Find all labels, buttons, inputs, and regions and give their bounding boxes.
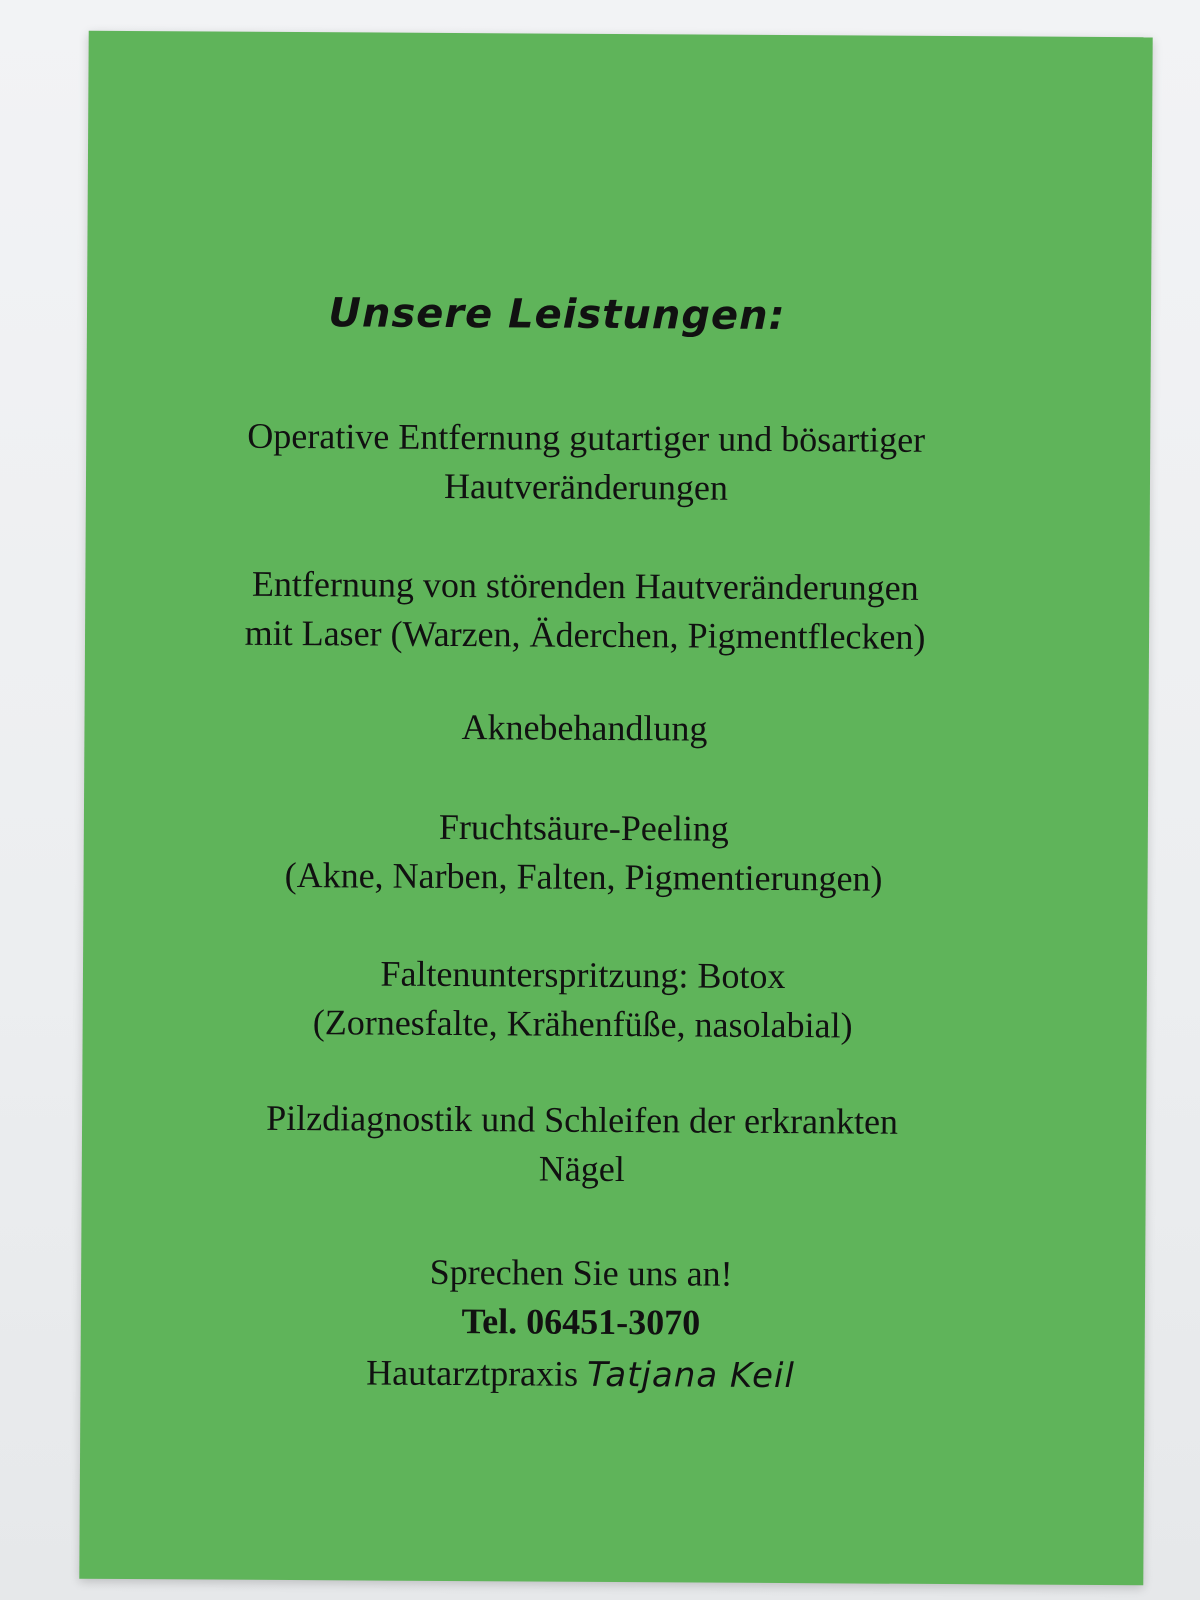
service-item-acne [84, 701, 1084, 756]
practice-line [80, 1347, 1080, 1403]
service-line: (Zornesfalte, Krähenfüße, nasolabial) [312, 1002, 853, 1046]
service-line: mit Laser (Warzen, Äderchen, Pigmentflecken) [244, 612, 926, 657]
service-line: Operative Entfernung gutartiger und bösartiger [247, 415, 926, 460]
service-line: Fruchtsäure-Peeling [438, 806, 729, 849]
service-item-nails [82, 1093, 1083, 1197]
service-item-laser [85, 559, 1086, 663]
service-item-botox [83, 948, 1084, 1052]
green-flyer-sheet [79, 31, 1152, 1585]
service-item-surgery [86, 411, 1087, 515]
flyer-title: Unsere Leistungen: [328, 290, 786, 340]
service-line: Nägel [538, 1148, 625, 1190]
service-line: Hautveränderungen [443, 465, 729, 508]
service-line: Entfernung von störenden Hautveränderungen [251, 563, 919, 608]
call-to-action: Sprechen Sie uns an! [429, 1251, 733, 1294]
phone-number: Tel. 06451-3070 [461, 1301, 701, 1343]
service-line: Aknebehandlung [461, 707, 708, 749]
service-line: Pilzdiagnostik und Schleifen der erkrankten [266, 1097, 899, 1142]
service-line: Faltenunterspritzung: Botox [380, 953, 786, 997]
service-item-peeling [83, 801, 1084, 905]
contact-block [80, 1246, 1081, 1403]
service-line: (Akne, Narben, Falten, Pigmentierungen) [284, 854, 883, 899]
practice-label: Hautarztpraxis [366, 1352, 579, 1394]
doctor-name: Tatjana Keil [586, 1354, 795, 1397]
flyer-content [79, 31, 1152, 1585]
